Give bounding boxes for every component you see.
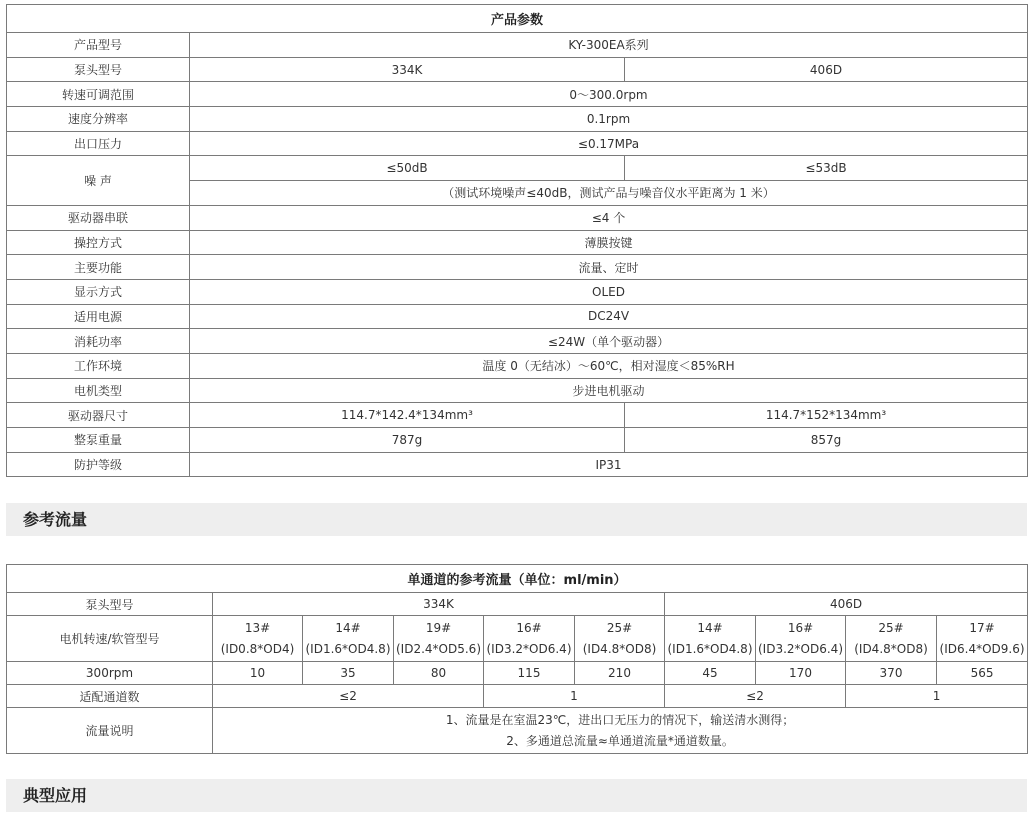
tube-number: 16#	[787, 620, 814, 635]
reference-flow-table	[6, 564, 1028, 754]
tube-spec: (ID2.4*OD5.6)	[396, 641, 481, 656]
spec-label: 驱动器串联	[7, 205, 190, 230]
tube-number: 17#	[969, 620, 995, 635]
spec-label: 速度分辨率	[7, 107, 190, 132]
tube-spec: (ID1.6*OD4.8)	[667, 641, 753, 656]
spec-label: 整泵重量	[7, 428, 190, 453]
spec-value: ≤0.17MPa	[190, 131, 1028, 156]
tube-spec: (ID6.4*OD9.6)	[939, 641, 1025, 656]
channels-label: 适配通道数	[7, 685, 213, 708]
spec-label: 电机类型	[7, 378, 190, 403]
tube-cell	[213, 616, 303, 662]
tube-cell	[937, 616, 1028, 662]
spec-label: 显示方式	[7, 279, 190, 304]
flow-value: 210	[575, 662, 665, 685]
spec-value: 薄膜按键	[190, 230, 1028, 255]
tube-cell	[846, 616, 937, 662]
spec-value: 步进电机驱动	[190, 378, 1028, 403]
spec-value: ≤4 个	[190, 205, 1028, 230]
spec-label: 驱动器尺寸	[7, 403, 190, 428]
spec-value: KY-300EA系列	[190, 33, 1028, 58]
tube-number: 14#	[335, 620, 361, 635]
channels-value: 1	[484, 685, 665, 708]
spec-label: 防护等级	[7, 452, 190, 477]
spec-value: 0～300.0rpm	[190, 82, 1028, 107]
spec-value-406d: 857g	[625, 428, 1028, 453]
flow-note-line: 1、流量是在室温23℃，进出口无压力的情况下，输送清水测得；	[445, 712, 795, 727]
spec-label: 消耗功率	[7, 329, 190, 354]
tube-number: 25#	[878, 620, 904, 635]
spec-table-title: 产品参数	[7, 5, 1028, 33]
pump-model-334k: 334K	[213, 593, 665, 616]
tube-number: 19#	[425, 620, 452, 635]
flow-value: 35	[303, 662, 394, 685]
tube-number: 16#	[516, 620, 542, 635]
pump-model-label: 泵头型号	[7, 593, 213, 616]
spec-label: 泵头型号	[7, 57, 190, 82]
flow-table-title: 单通道的参考流量（单位：ml/min）	[7, 565, 1028, 593]
tube-cell	[665, 616, 756, 662]
flow-value: 170	[756, 662, 846, 685]
flow-value: 10	[213, 662, 303, 685]
flow-note-line: 2、多通道总流量≈单通道流量*通道数量。	[506, 733, 734, 748]
tube-spec: (ID3.2*OD6.4)	[486, 641, 572, 656]
spec-value: 0.1rpm	[190, 107, 1028, 132]
tube-spec: (ID3.2*OD6.4)	[758, 641, 843, 656]
spec-label: 产品型号	[7, 33, 190, 58]
flow-value: 45	[665, 662, 756, 685]
spec-value-406d: ≤53dB	[625, 156, 1028, 181]
spec-note: （测试环境噪声≤40dB，测试产品与噪音仪水平距离为 1 米）	[190, 181, 1028, 206]
flow-note-label: 流量说明	[7, 708, 213, 754]
spec-label: 工作环境	[7, 353, 190, 378]
tube-spec: (ID4.8*OD8)	[854, 641, 928, 656]
product-spec-table	[6, 4, 1028, 477]
spec-label: 出口压力	[7, 131, 190, 156]
tube-spec: (ID1.6*OD4.8)	[305, 641, 391, 656]
channels-value: ≤2	[213, 685, 484, 708]
spec-label: 主要功能	[7, 255, 190, 280]
tube-number: 14#	[697, 620, 723, 635]
spec-label: 转速可调范围	[7, 82, 190, 107]
spec-value: OLED	[190, 279, 1028, 304]
spec-value-406d: 406D	[625, 57, 1028, 82]
spec-value: 温度 0（无结冰）～60℃，相对湿度＜85%RH	[190, 353, 1028, 378]
flow-value: 565	[937, 662, 1028, 685]
motor-tube-label: 电机转速/软管型号	[7, 616, 213, 662]
tube-cell	[756, 616, 846, 662]
section-heading-typical-applications: 典型应用	[6, 779, 1027, 812]
channels-value: ≤2	[665, 685, 846, 708]
spec-value-334k: 787g	[190, 428, 625, 453]
spec-value-334k: 114.7*142.4*134mm³	[190, 403, 625, 428]
section-heading-reference-flow: 参考流量	[6, 503, 1027, 536]
tube-cell	[394, 616, 484, 662]
spec-value: IP31	[190, 452, 1028, 477]
flow-value: 115	[484, 662, 575, 685]
tube-cell	[575, 616, 665, 662]
spec-value-334k: ≤50dB	[190, 156, 625, 181]
spec-label: 噪 声	[7, 156, 190, 205]
pump-model-406d: 406D	[665, 593, 1028, 616]
flow-value: 370	[846, 662, 937, 685]
spec-value-334k: 334K	[190, 57, 625, 82]
tube-number: 25#	[606, 620, 633, 635]
rpm-label: 300rpm	[7, 662, 213, 685]
spec-value: ≤24W（单个驱动器）	[190, 329, 1028, 354]
flow-value: 80	[394, 662, 484, 685]
flow-note	[213, 708, 1028, 754]
tube-spec: (ID4.8*OD8)	[582, 641, 657, 656]
tube-number: 13#	[244, 620, 271, 635]
spec-value: DC24V	[190, 304, 1028, 329]
spec-value: 流量、定时	[190, 255, 1028, 280]
tube-cell	[303, 616, 394, 662]
spec-value-406d: 114.7*152*134mm³	[625, 403, 1028, 428]
tube-spec: (ID0.8*OD4)	[220, 641, 295, 656]
spec-label: 操控方式	[7, 230, 190, 255]
tube-cell	[484, 616, 575, 662]
channels-value: 1	[846, 685, 1028, 708]
spec-label: 适用电源	[7, 304, 190, 329]
